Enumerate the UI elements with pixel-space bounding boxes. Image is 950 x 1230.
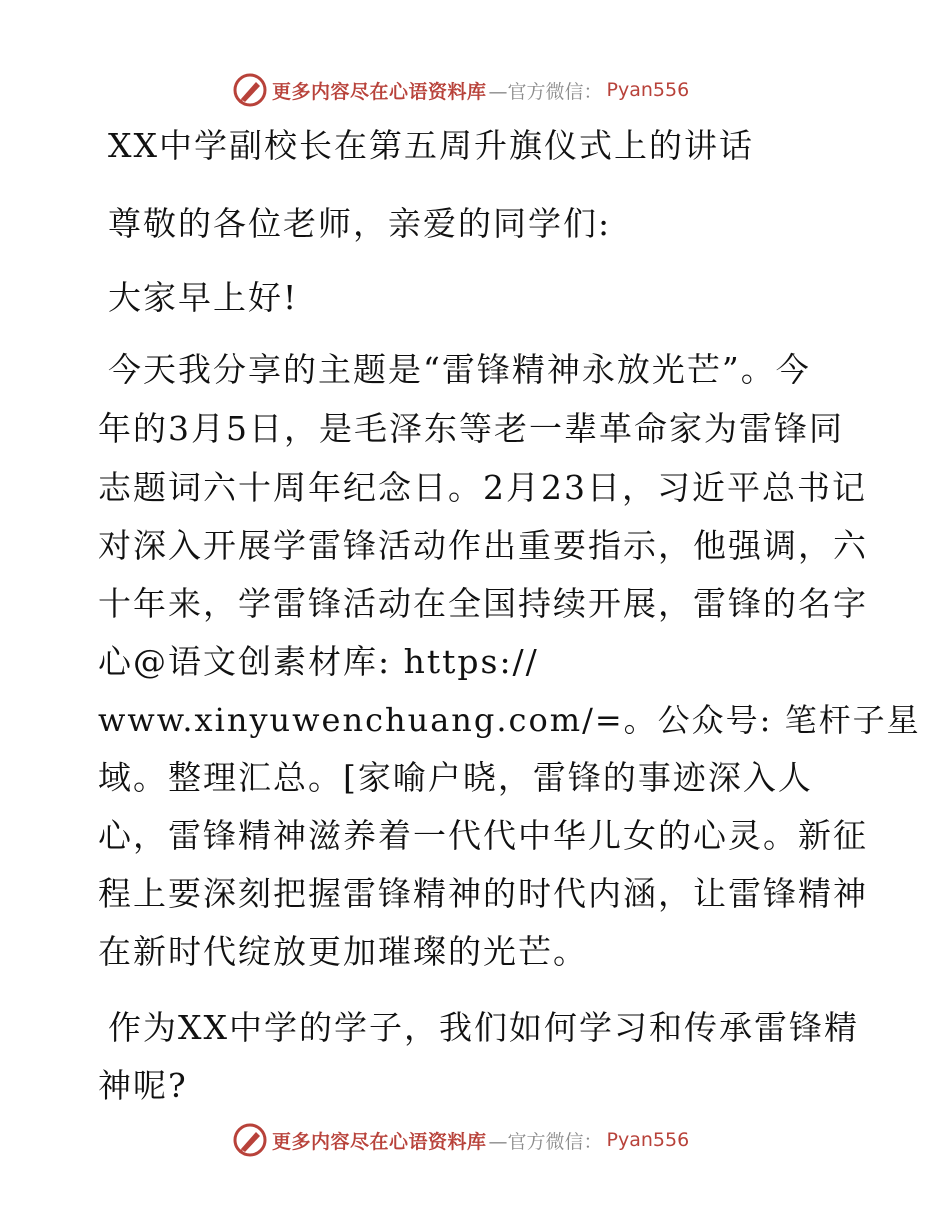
banner-wechat-id: Pyan556	[606, 1129, 690, 1151]
paragraph-line: www.xinyuwenchuang.com/=。公众号: 笔杆子星	[98, 701, 921, 739]
paragraph-line: 域。整理汇总。[家喻户晓，雷锋的事迹深入人	[98, 758, 813, 797]
pen-logo-icon	[232, 1122, 268, 1158]
banner-text: 更多内容尽在心语资料库	[272, 1130, 487, 1153]
document-title: XX中学副校长在第五周升旗仪式上的讲话	[108, 126, 754, 165]
paragraph-line: 十年来，学雷锋活动在全国持续开展，雷锋的名字	[98, 584, 868, 623]
paragraph-line: 对深入开展学雷锋活动作出重要指示，他强调，六	[98, 526, 868, 565]
paragraph-line: 心@语文创素材库: https://	[98, 642, 539, 681]
header-banner	[232, 70, 689, 110]
banner-text: 更多内容尽在心语资料库	[272, 80, 487, 103]
paragraph-line: 作为XX中学的学子，我们如何学习和传承雷锋精	[108, 1008, 859, 1047]
paragraph-line: 程上要深刻把握雷锋精神的时代内涵，让雷锋精神	[98, 874, 868, 913]
banner-wechat-id: Pyan556	[606, 79, 690, 101]
banner-wechat-label: —官方微信：	[488, 80, 603, 103]
pen-logo-icon	[232, 72, 268, 108]
greeting: 大家早上好!	[108, 278, 299, 317]
paragraph-line: 年的3月5日，是毛泽东等老一辈革命家为雷锋同	[98, 409, 844, 448]
paragraph-line: 志题词六十周年纪念日。2月23日，习近平总书记	[98, 468, 867, 507]
paragraph-line: 在新时代绽放更加璀璨的光芒。	[98, 932, 588, 971]
footer-banner	[232, 1120, 689, 1160]
paragraph-line: 今天我分享的主题是“雷锋精神永放光芒”。今	[108, 350, 811, 389]
banner-wechat-label: —官方微信：	[488, 1130, 603, 1153]
paragraph-line: 心，雷锋精神滋养着一代代中华儿女的心灵。新征	[98, 816, 868, 855]
salutation: 尊敬的各位老师，亲爱的同学们:	[108, 204, 612, 243]
paragraph-line: 神呢?	[98, 1066, 188, 1105]
